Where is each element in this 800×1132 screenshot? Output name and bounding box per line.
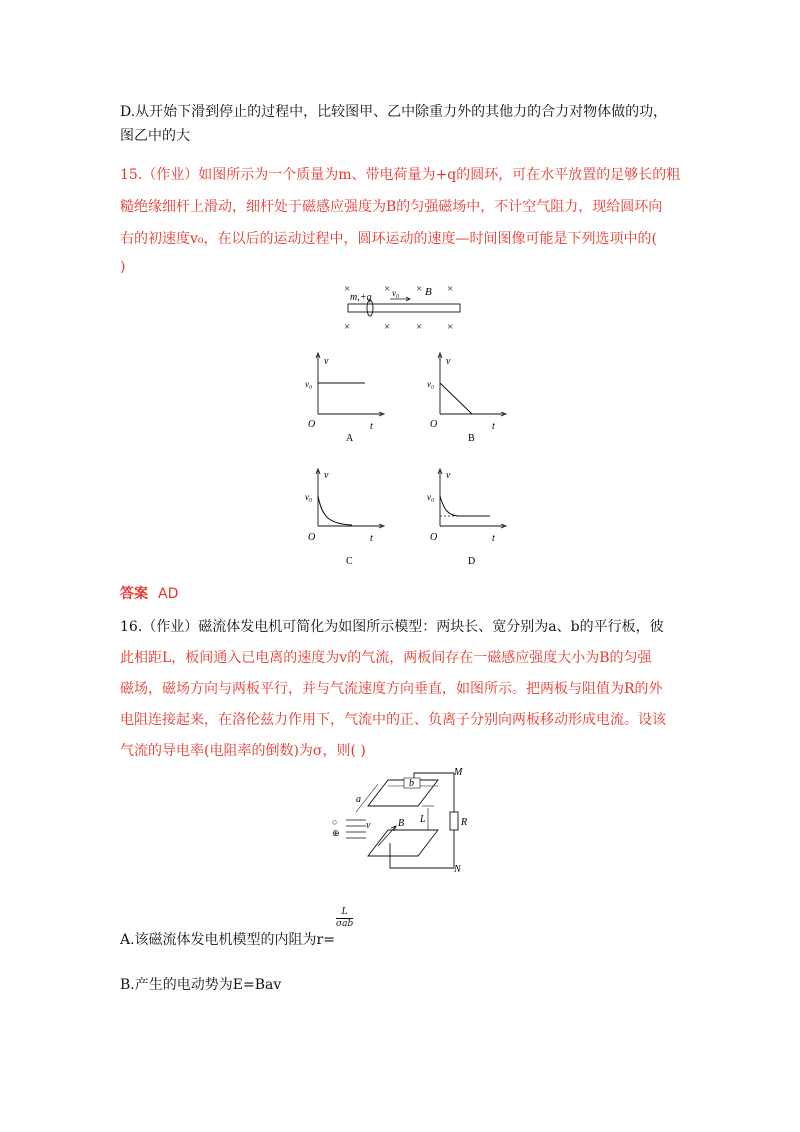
positive-ion-symbol: ⊕ [332, 828, 340, 838]
r-label: R [461, 817, 468, 828]
q15-line1: 15.（作业）如图所示为一个质量为m、带电荷量为+q的圆环，可在水平放置的足够长的粗 [120, 167, 681, 183]
graph-d-curve [440, 496, 490, 516]
q15-line3: 右的初速度v₀，在以后的运动过程中，圆环运动的速度—时间图像可能是下列选项中的( [120, 231, 657, 247]
v0-tick: v₀ [305, 492, 313, 502]
b-field-arrow [378, 826, 396, 846]
t-axis-label: t [370, 533, 373, 544]
graph-c-label: C [346, 556, 353, 566]
answer-value: AD [158, 586, 179, 602]
q16-line5: 气流的导电率(电阻率的倒数)为σ，则( ) [120, 743, 366, 759]
field-cross: × [344, 321, 351, 333]
t-axis-label: t [492, 533, 495, 544]
graph-a [302, 350, 392, 445]
field-cross: × [416, 321, 423, 333]
q15-line2: 糙绝缘细杆上滑动，细杆处于磁感应强度为B的匀强磁场中，不计空气阻力，现给圆环向 [120, 199, 663, 215]
origin-label: O [308, 532, 316, 543]
field-cross: × [344, 283, 351, 295]
q16-option-a: A.该磁流体发电机模型的内阻为r= [120, 932, 335, 948]
origin-label: O [430, 419, 438, 430]
fraction-numerator: L [336, 907, 353, 919]
q16-option-b: B.产生的电动势为E=Bav [120, 977, 282, 993]
q16-line3: 磁场，磁场方向与两板平行，并与气流速度方向垂直，如图所示。把两板与阻值为R的外 [120, 681, 663, 697]
field-cross: × [447, 321, 454, 333]
v-axis-label: v [446, 356, 451, 367]
answer-line [120, 583, 178, 603]
origin-label: O [308, 419, 316, 430]
wire-bottom [390, 830, 454, 868]
answer-label: 答案 [120, 586, 148, 602]
t-axis-label: t [370, 421, 373, 432]
q16-line1-text: 16.（作业）磁流体发电机可简化为如图所示模型：两块长、宽分别为a、b的平行板，彼 [120, 619, 664, 635]
q16-line2: 此相距L，板间通入已电离的速度为v的气流，两板间存在一磁感应强度大小为B的匀强 [120, 650, 652, 666]
q15-line4: ) [120, 259, 126, 275]
field-cross: × [384, 283, 391, 295]
b-field-label: B [425, 286, 432, 298]
prev-option-d-line1: D.从开始下滑到停止的过程中，比较图甲、乙中除重力外的其他力的合力对物体做的功， [120, 104, 668, 120]
prev-option-d-line2: 图乙中的大 [120, 128, 190, 144]
t-axis-label: t [492, 421, 495, 432]
mass-charge-label: m,+q [350, 292, 372, 303]
fraction-denominator: σab [336, 919, 354, 929]
b-field-label: B [398, 818, 405, 829]
field-cross: × [447, 283, 454, 295]
q16-line1 [120, 616, 664, 636]
graph-a-label: A [346, 433, 354, 444]
resistor [450, 812, 458, 830]
a-label: a [356, 794, 361, 805]
l-label: L [420, 814, 426, 825]
graph-b-curve [440, 383, 472, 414]
v0-tick: v₀ [427, 379, 435, 389]
graph-c [302, 466, 392, 566]
ring-rod-figure [340, 282, 470, 334]
n-label: N [454, 864, 461, 875]
field-cross: × [416, 283, 423, 295]
v-axis-label: v [324, 356, 329, 367]
graph-d [424, 466, 514, 566]
b-label: b [409, 778, 414, 789]
graph-c-curve [318, 496, 352, 525]
mhd-generator-figure [330, 768, 480, 876]
graph-d-label: D [468, 556, 476, 566]
m-label: M [454, 768, 463, 778]
v-axis-label: v [446, 470, 451, 481]
v0-tick: v₀ [427, 492, 435, 502]
graph-b-label: B [468, 433, 475, 444]
option-a-fraction [336, 907, 353, 930]
field-cross: × [384, 321, 391, 333]
origin-label: O [430, 532, 438, 543]
v-label: v [366, 820, 371, 831]
rod [348, 304, 460, 312]
q16-line4: 电阻连接起来，在洛伦兹力作用下，气流中的正、负离子分别向两板移动形成电流。设该 [120, 712, 666, 728]
bottom-plate [368, 830, 438, 856]
top-plate [368, 780, 438, 806]
v-axis-label: v [324, 470, 329, 481]
v0-label: v₀ [392, 288, 400, 298]
v0-tick: v₀ [305, 379, 313, 389]
graph-b [424, 350, 514, 445]
negative-ion-symbol: ○ [332, 817, 338, 827]
